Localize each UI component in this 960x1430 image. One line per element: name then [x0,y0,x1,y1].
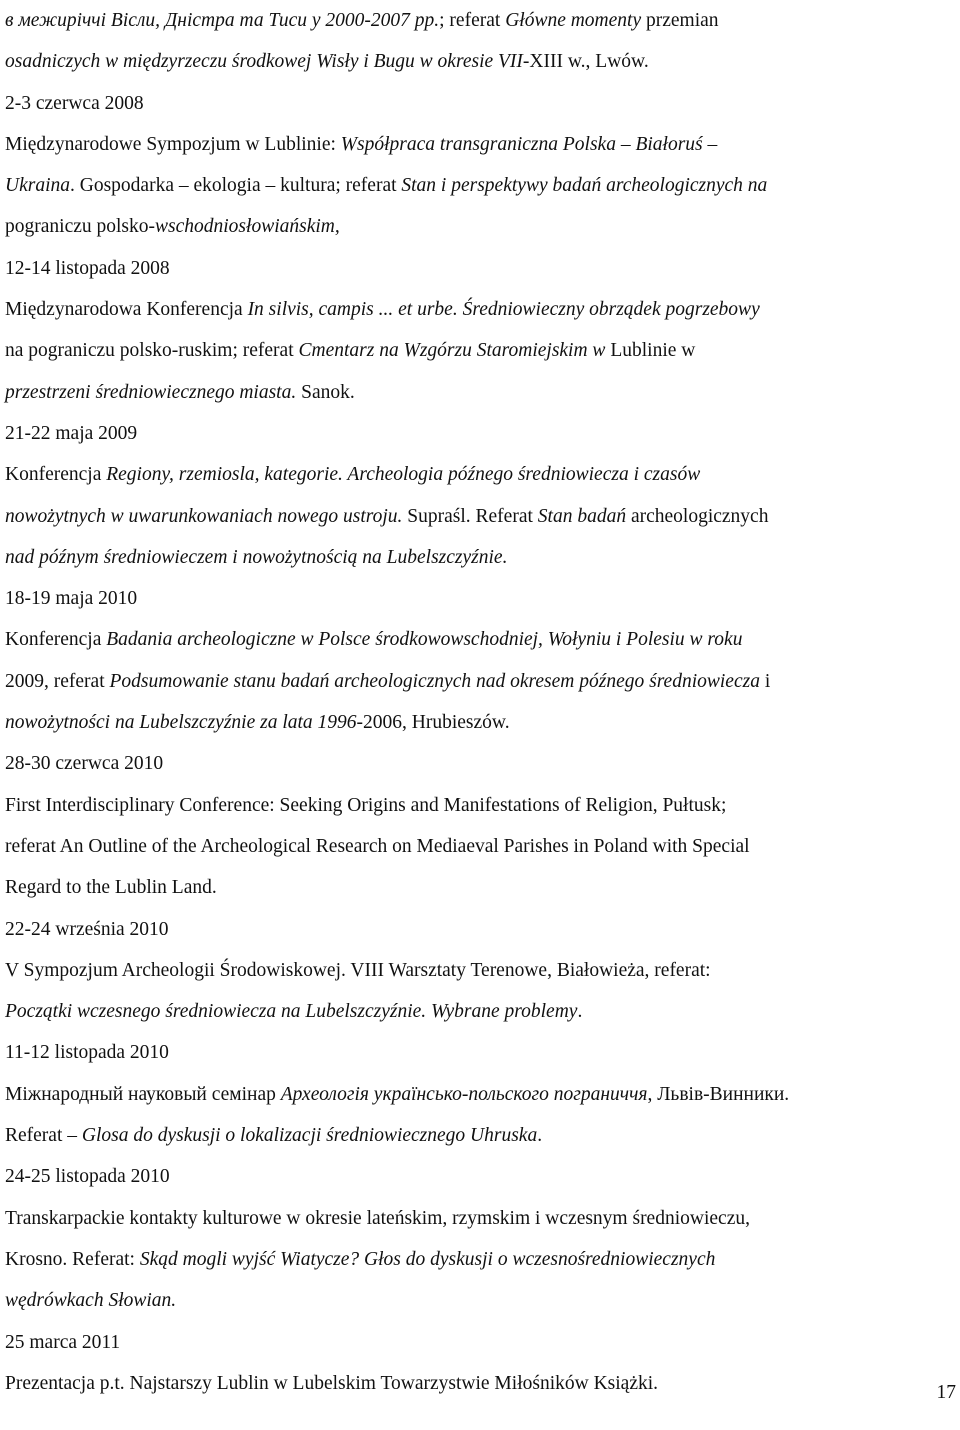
text-segment: 12-14 listopada 2008 [5,257,170,279]
text-line [5,289,955,330]
text-line [5,909,955,950]
italic-text-segment: Badania archeologiczne w Polsce środkowowschodniej, Wołyniu i Polesiu w roku [106,629,743,651]
text-line [5,619,955,660]
text-segment: V Sympozjum Archeologii Środowiskowej. VIII Warsztaty Terenowe, Białowieża, referat: [5,959,711,981]
text-segment: Lublinie w [605,340,696,362]
italic-text-segment: Stan badań [537,505,627,527]
text-segment: 2009, referat [5,670,110,692]
text-segment: Konferencja [5,629,107,651]
text-segment: Transkarpackie kontakty kulturowe w okresie lateńskim, rzymskim i wczesnym średniowieczu, [5,1207,750,1229]
italic-text-segment: в межиріччі Вісли, Дністра та Тиси у 2000-2007 рр. [5,10,440,31]
text-segment: Міжнародный науковый семінар [5,1083,281,1105]
text-line [5,124,955,165]
text-segment: First Interdisciplinary Conference: Seeking Origins and Manifestations of Religion, Pułtusk; [5,794,727,816]
italic-text-segment: Początki wczesnego średniowiecza na Lubelszczyźnie. Wybrane problemy [5,1001,578,1023]
text-segment: Prezentacja p.t. Najstarszy Lublin w Lubelskim Towarzystwie Miłośników Książki. [5,1372,659,1394]
text-line [5,1198,955,1239]
text-segment: pograniczu polsko- [5,216,156,238]
text-segment: XIII w., Lwów. [529,51,649,73]
text-line [5,83,955,124]
italic-text-segment: Podsumowanie stanu badań archeologicznych nad okresem późnego średniowiecza [109,670,760,692]
italic-text-segment: Археологія українсько-польского пограниччя [280,1083,648,1105]
text-segment: 2006, Hrubieszów. [363,712,510,734]
text-segment: , Львів-Винники. [647,1083,790,1105]
text-line [5,454,955,495]
text-line [5,496,955,537]
italic-text-segment: Współpraca transgraniczna Polska – Białoruś – [340,133,718,155]
text-segment: Sanok. [296,381,355,403]
text-segment: i [759,670,771,692]
italic-text-segment: osadniczych w międzyrzeczu środkowej Wisły i Bugu w okresie VII- [5,51,530,73]
text-segment: 28-30 czerwca 2010 [5,753,164,775]
italic-text-segment: Glosa do dyskusji o lokalizacji średniowiecznego Uhruska [81,1125,538,1147]
text-line [5,206,955,247]
text-segment: 18-19 maja 2010 [5,588,138,610]
page-number: 17 [936,1382,956,1403]
text-segment: ; referat [439,10,506,31]
italic-text-segment: wschodniosłowiańskim, [155,216,340,238]
text-line [5,1280,955,1321]
italic-text-segment: nowożytnych w uwarunkowaniach nowego ustroju. [5,505,403,527]
text-line [5,1156,955,1197]
text-segment: na pograniczu polsko-ruskim; referat [5,340,299,362]
text-segment: 25 marca 2011 [5,1331,121,1353]
text-line [5,1032,955,1073]
italic-text-segment: nowożytności na Lubelszczyźnie za lata 1996- [5,712,364,734]
italic-text-segment: nad późnym średniowieczem i nowożytnością na Lubelszczyźnie. [5,546,508,568]
text-segment: . Gospodarka – ekologia – kultura; referat [70,175,402,197]
text-line [5,1239,955,1280]
text-segment: 2-3 czerwca 2008 [5,92,144,114]
italic-text-segment: In silvis, campis ... et urbe. Średniowieczny obrządek pogrzebowy [247,299,760,321]
italic-text-segment: Cmentarz na Wzgórzu Staromiejskim w [298,340,606,362]
italic-text-segment: wędrówkach Słowian. [5,1290,177,1312]
text-segment: . [537,1125,543,1147]
text-line [5,1322,955,1363]
text-segment: Międzynarodowa Konferencja [5,299,248,321]
text-line [5,0,955,41]
text-segment: Supraśl. Referat [402,505,538,527]
text-line [5,41,955,82]
text-segment: 21-22 maja 2009 [5,422,138,444]
text-line [5,330,955,371]
text-segment: Referat – [5,1125,82,1147]
text-line [5,867,955,908]
text-line [5,950,955,991]
text-line [5,165,955,206]
document-body [5,0,955,1404]
text-line [5,413,955,454]
italic-text-segment: Główne momenty [505,10,642,31]
text-segment: 11-12 listopada 2010 [5,1042,169,1064]
text-segment: archeologicznych [626,505,769,527]
text-segment: Regard to the Lublin Land. [5,877,217,899]
text-segment: 24-25 listopada 2010 [5,1166,170,1188]
text-line [5,248,955,289]
italic-text-segment: Regiony, rzemiosla, kategorie. [106,464,343,486]
text-line [5,578,955,619]
text-line [5,1115,955,1156]
text-line [5,826,955,867]
text-line [5,1074,955,1115]
text-segment: Międzynarodowe Sympozjum w Lublinie: [5,133,341,155]
italic-text-segment: Stan i perspektywy badań archeologicznych na [401,175,768,197]
text-segment: przemian [641,10,719,31]
text-segment: Konferencja [5,464,107,486]
italic-text-segment: Ukraina [5,175,70,197]
text-line [5,1363,955,1404]
text-segment: 22-24 września 2010 [5,918,169,940]
text-line [5,702,955,743]
italic-text-segment: Skąd mogli wyjść Wiatycze? Głos do dyskusji o wczesnośredniowiecznych [139,1248,716,1270]
text-segment: Krosno. Referat: [5,1248,140,1270]
text-segment: . [577,1001,583,1023]
text-line [5,537,955,578]
italic-text-segment: przestrzeni średniowiecznego miasta. [5,381,297,403]
text-line [5,991,955,1032]
text-line [5,661,955,702]
text-line [5,372,955,413]
text-line [5,785,955,826]
text-segment: referat An Outline of the Archeological Research on Mediaeval Parishes in Poland with Special [5,835,750,857]
text-line [5,743,955,784]
italic-text-segment: Archeologia późnego średniowiecza i czasów [342,464,701,486]
